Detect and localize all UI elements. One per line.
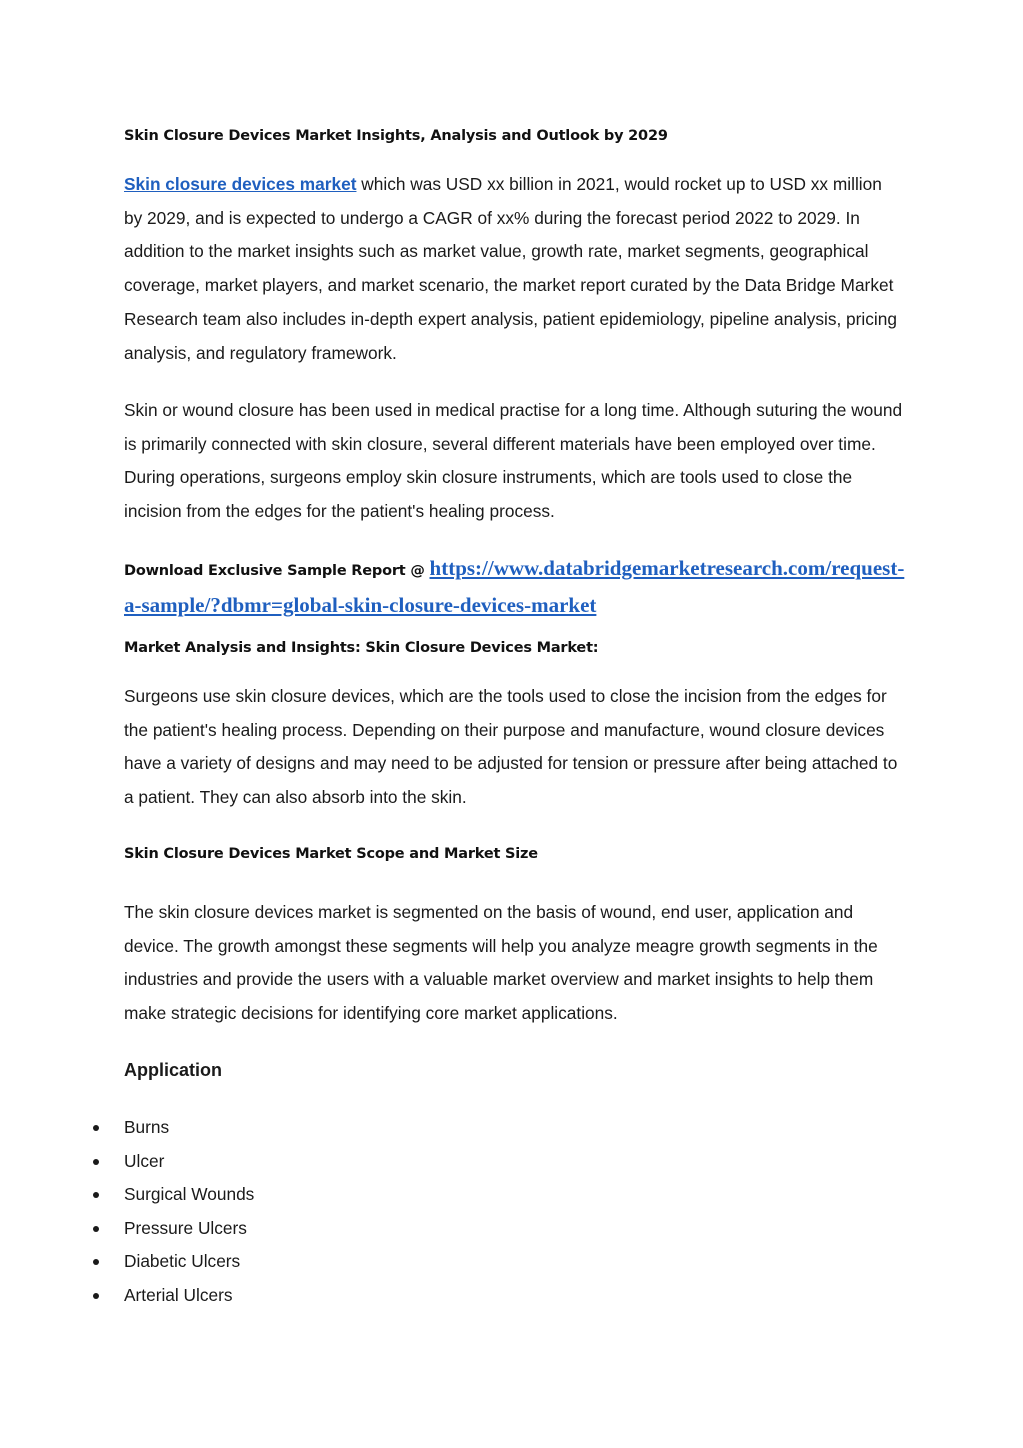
- list-item: [0, 1279, 1023, 1313]
- list-item-label: Pressure Ulcers: [124, 1217, 247, 1238]
- bullet-icon: [93, 1125, 99, 1131]
- sample-report-link[interactable]: https://www.databridgemarketresearch.com/request-a-sample/?dbmr=global-skin-closure-devices-market: [124, 556, 905, 617]
- application-heading: Application: [124, 1060, 222, 1080]
- bullet-icon: [93, 1159, 99, 1165]
- bullet-icon: [93, 1293, 99, 1299]
- scope-heading: Skin Closure Devices Market Scope and Market Size: [124, 846, 538, 862]
- application-list: [0, 1111, 1023, 1313]
- list-item-label: Burns: [124, 1117, 170, 1137]
- download-label: Download Exclusive Sample Report @: [124, 563, 430, 579]
- market-link[interactable]: Skin closure devices market: [124, 174, 357, 194]
- list-item-label: Surgical Wounds: [124, 1184, 255, 1205]
- analysis-paragraph: Surgeons use skin closure devices, which are the tools used to close the incision from the edges for the patient's healing process. Depending on their purpose and manufacture, wound closure devices have a variety of designs and may need to be adjusted for tension or pressure after being attached to a patient. They can also absorb into the skin.: [124, 686, 898, 808]
- download-sample-line: [124, 551, 914, 625]
- wound-closure-paragraph: Skin or wound closure has been used in medical practise for a long time. Although suturing the wound is primarily connected with skin closure, several different materials have been employed over time. During operations, surgeons employ skin closure instruments, which are tools used to close the incision from the edges for the patient's healing process.: [124, 400, 903, 522]
- list-item: [0, 1245, 1023, 1279]
- list-item: [0, 1111, 1023, 1145]
- document-title: Skin Closure Devices Market Insights, Analysis and Outlook by 2029: [124, 128, 668, 144]
- list-item: [0, 1212, 1023, 1246]
- list-item: [0, 1178, 1023, 1212]
- intro-text: which was USD xx billion in 2021, would rocket up to USD xx million by 2029, and is expected to undergo a CAGR of xx% during the forecast period 2022 to 2029. In addition to the market insights such as market value, growth rate, market segments, geographical coverage, market players, and market scenario, the market report curated by the Data Bridge Market Research team also includes in-depth expert analysis, patient epidemiology, pipeline analysis, pricing analysis, and regulatory framework.: [124, 174, 897, 363]
- list-item-label: Arterial Ulcers: [124, 1284, 233, 1305]
- bullet-icon: [93, 1192, 99, 1198]
- bullet-icon: [93, 1259, 99, 1265]
- bullet-icon: [93, 1226, 99, 1232]
- scope-paragraph: The skin closure devices market is segmented on the basis of wound, end user, application and device. The growth amongst these segments will help you analyze meagre growth segments in the industries and provide the users with a valuable market overview and market insights to help them make strategic decisions for identifying core market applications.: [124, 902, 878, 1024]
- list-item-label: Ulcer: [124, 1150, 165, 1171]
- list-item-label: Diabetic Ulcers: [124, 1251, 241, 1272]
- list-item: [0, 1145, 1023, 1179]
- intro-paragraph: [124, 168, 904, 370]
- analysis-heading: Market Analysis and Insights: Skin Closure Devices Market:: [124, 640, 599, 656]
